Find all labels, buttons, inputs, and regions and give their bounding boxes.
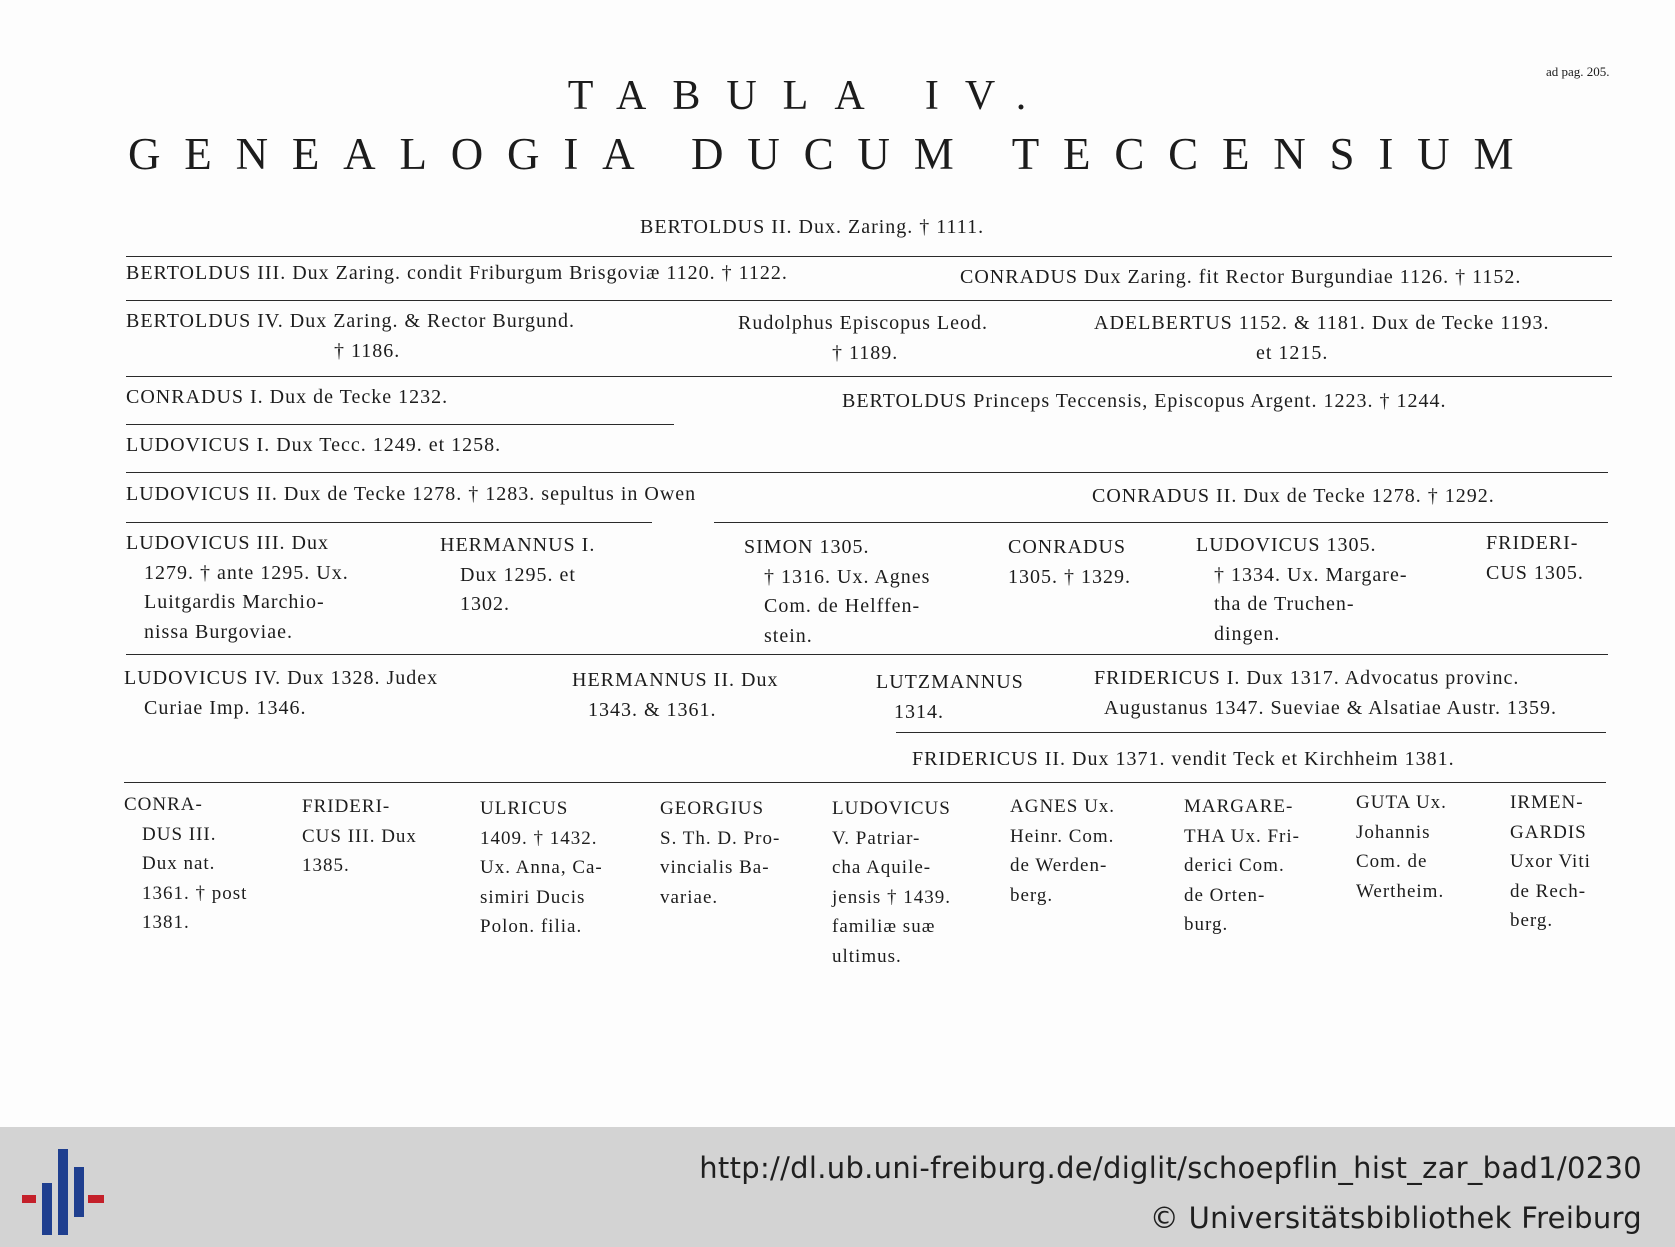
entry-hermannus-i: HERMANNUS I. Dux 1295. et 1302.: [440, 534, 596, 615]
entry-lutzmannus: LUTZMANNUS 1314.: [876, 671, 1024, 723]
entry-simon: SIMON 1305. † 1316. Ux. Agnes Com. de Helffen- stein.: [744, 536, 931, 647]
page-title: TABULA IV.: [567, 73, 1053, 119]
entry-conradus-zaring: CONRADUS Dux Zaring. fit Rector Burgundiae 1126. † 1152.: [960, 266, 1522, 288]
entry-bertoldus-iv-death: † 1186.: [334, 340, 401, 362]
ub-freiburg-logo-icon: [22, 1149, 106, 1235]
entry-ludovicus-i: LUDOVICUS I. Dux Tecc. 1249. et 1258.: [126, 434, 502, 456]
divider-rule: [126, 256, 1612, 257]
entry-fridericus-ii: FRIDERICUS II. Dux 1371. vendit Teck et Kirchheim 1381.: [912, 748, 1455, 770]
entry-conradus-ii: CONRADUS II. Dux de Tecke 1278. † 1292.: [1092, 485, 1495, 507]
entry-hermannus-ii: HERMANNUS II. Dux 1343. & 1361.: [572, 669, 779, 721]
logo-bar-blue: [58, 1149, 68, 1235]
entry-ludovicus: LUDOVICUS 1305. † 1334. Ux. Margare- tha de Truchen- dingen.: [1196, 534, 1408, 645]
entry-fridericus-i: FRIDERICUS I. Dux 1317. Advocatus provinc. Augustanus 1347. Sueviae & Alsatiae Austr. 1359.: [1094, 667, 1557, 719]
divider-rule: [126, 472, 1608, 473]
entry-margaretha: MARGARE- THA Ux. Fri- derici Com. de Orten- burg.: [1184, 796, 1300, 935]
entry-ulricus: ULRICUS 1409. † 1432. Ux. Anna, Ca- simiri Ducis Polon. filia.: [480, 798, 603, 937]
divider-rule: [126, 376, 1612, 377]
entry-conradus-iii: CONRA- DUS III. Dux nat. 1361. † post 1381.: [124, 794, 248, 933]
entry-guta: GUTA Ux. Johannis Com. de Wertheim.: [1356, 792, 1447, 902]
entry-ludovicus-v: LUDOVICUS V. Patriar- cha Aquile- jensis † 1439. familiæ suæ ultimus.: [832, 798, 952, 967]
library-footer: [0, 1127, 1675, 1247]
entry-adelbertus: ADELBERTUS 1152. & 1181. Dux de Tecke 1193.: [1094, 312, 1550, 334]
entry-conradus: CONRADUS 1305. † 1329.: [1008, 536, 1131, 588]
divider-rule: [126, 654, 1608, 655]
logo-bar-blue: [74, 1167, 84, 1217]
copyright-notice: © Universitätsbibliothek Freiburg: [1149, 1201, 1642, 1235]
page-subtitle: GENEALOGIA DUCUM TECCENSIUM: [128, 129, 1538, 179]
divider-rule: [124, 782, 1606, 783]
entry-fridericus: FRIDERI- CUS 1305.: [1486, 532, 1584, 584]
entry-bertoldus-iii: BERTOLDUS III. Dux Zaring. condit Friburgum Brisgoviæ 1120. † 1122.: [126, 262, 788, 284]
entry-irmengardis: IRMEN- GARDIS Uxor Viti de Rech- berg.: [1510, 792, 1591, 931]
entry-georgius: GEORGIUS S. Th. D. Pro- vincialis Ba- variae.: [660, 798, 781, 908]
page-reference: ad pag. 205.: [1546, 64, 1610, 79]
entry-bertoldus-ii: BERTOLDUS II. Dux. Zaring. † 1111.: [640, 216, 985, 238]
divider-rule: [126, 300, 1612, 301]
entry-ludovicus-iv: LUDOVICUS IV. Dux 1328. Judex Curiae Imp. 1346.: [124, 667, 439, 719]
logo-bar-blue: [42, 1183, 52, 1235]
entry-agnes: AGNES Ux. Heinr. Com. de Werden- berg.: [1010, 796, 1116, 906]
logo-bar-red: [22, 1195, 36, 1203]
entry-ludovicus-ii: LUDOVICUS II. Dux de Tecke 1278. † 1283. sepultus in Owen: [126, 483, 697, 505]
divider-rule: [714, 522, 1608, 523]
divider-rule: [896, 732, 1606, 733]
entry-ludovicus-iii: LUDOVICUS III. Dux 1279. † ante 1295. Ux. Luitgardis Marchio- nissa Burgoviae.: [126, 532, 349, 643]
permalink-url[interactable]: http://dl.ub.uni-freiburg.de/diglit/schoepflin_hist_zar_bad1/0230: [699, 1151, 1642, 1185]
entry-bertoldus-princeps: BERTOLDUS Princeps Teccensis, Episcopus Argent. 1223. † 1244.: [842, 390, 1447, 412]
entry-rudolphus: Rudolphus Episcopus Leod.: [738, 312, 988, 334]
divider-rule: [126, 424, 674, 425]
entry-conradus-i: CONRADUS I. Dux de Tecke 1232.: [126, 386, 449, 408]
entry-adelbertus-cont: et 1215.: [1256, 342, 1329, 364]
logo-bar-red: [88, 1195, 104, 1203]
divider-rule: [126, 522, 652, 523]
entry-rudolphus-death: † 1189.: [832, 342, 899, 364]
entry-bertoldus-iv: BERTOLDUS IV. Dux Zaring. & Rector Burgund.: [126, 310, 576, 332]
entry-fridericus-iii: FRIDERI- CUS III. Dux 1385.: [302, 796, 417, 876]
